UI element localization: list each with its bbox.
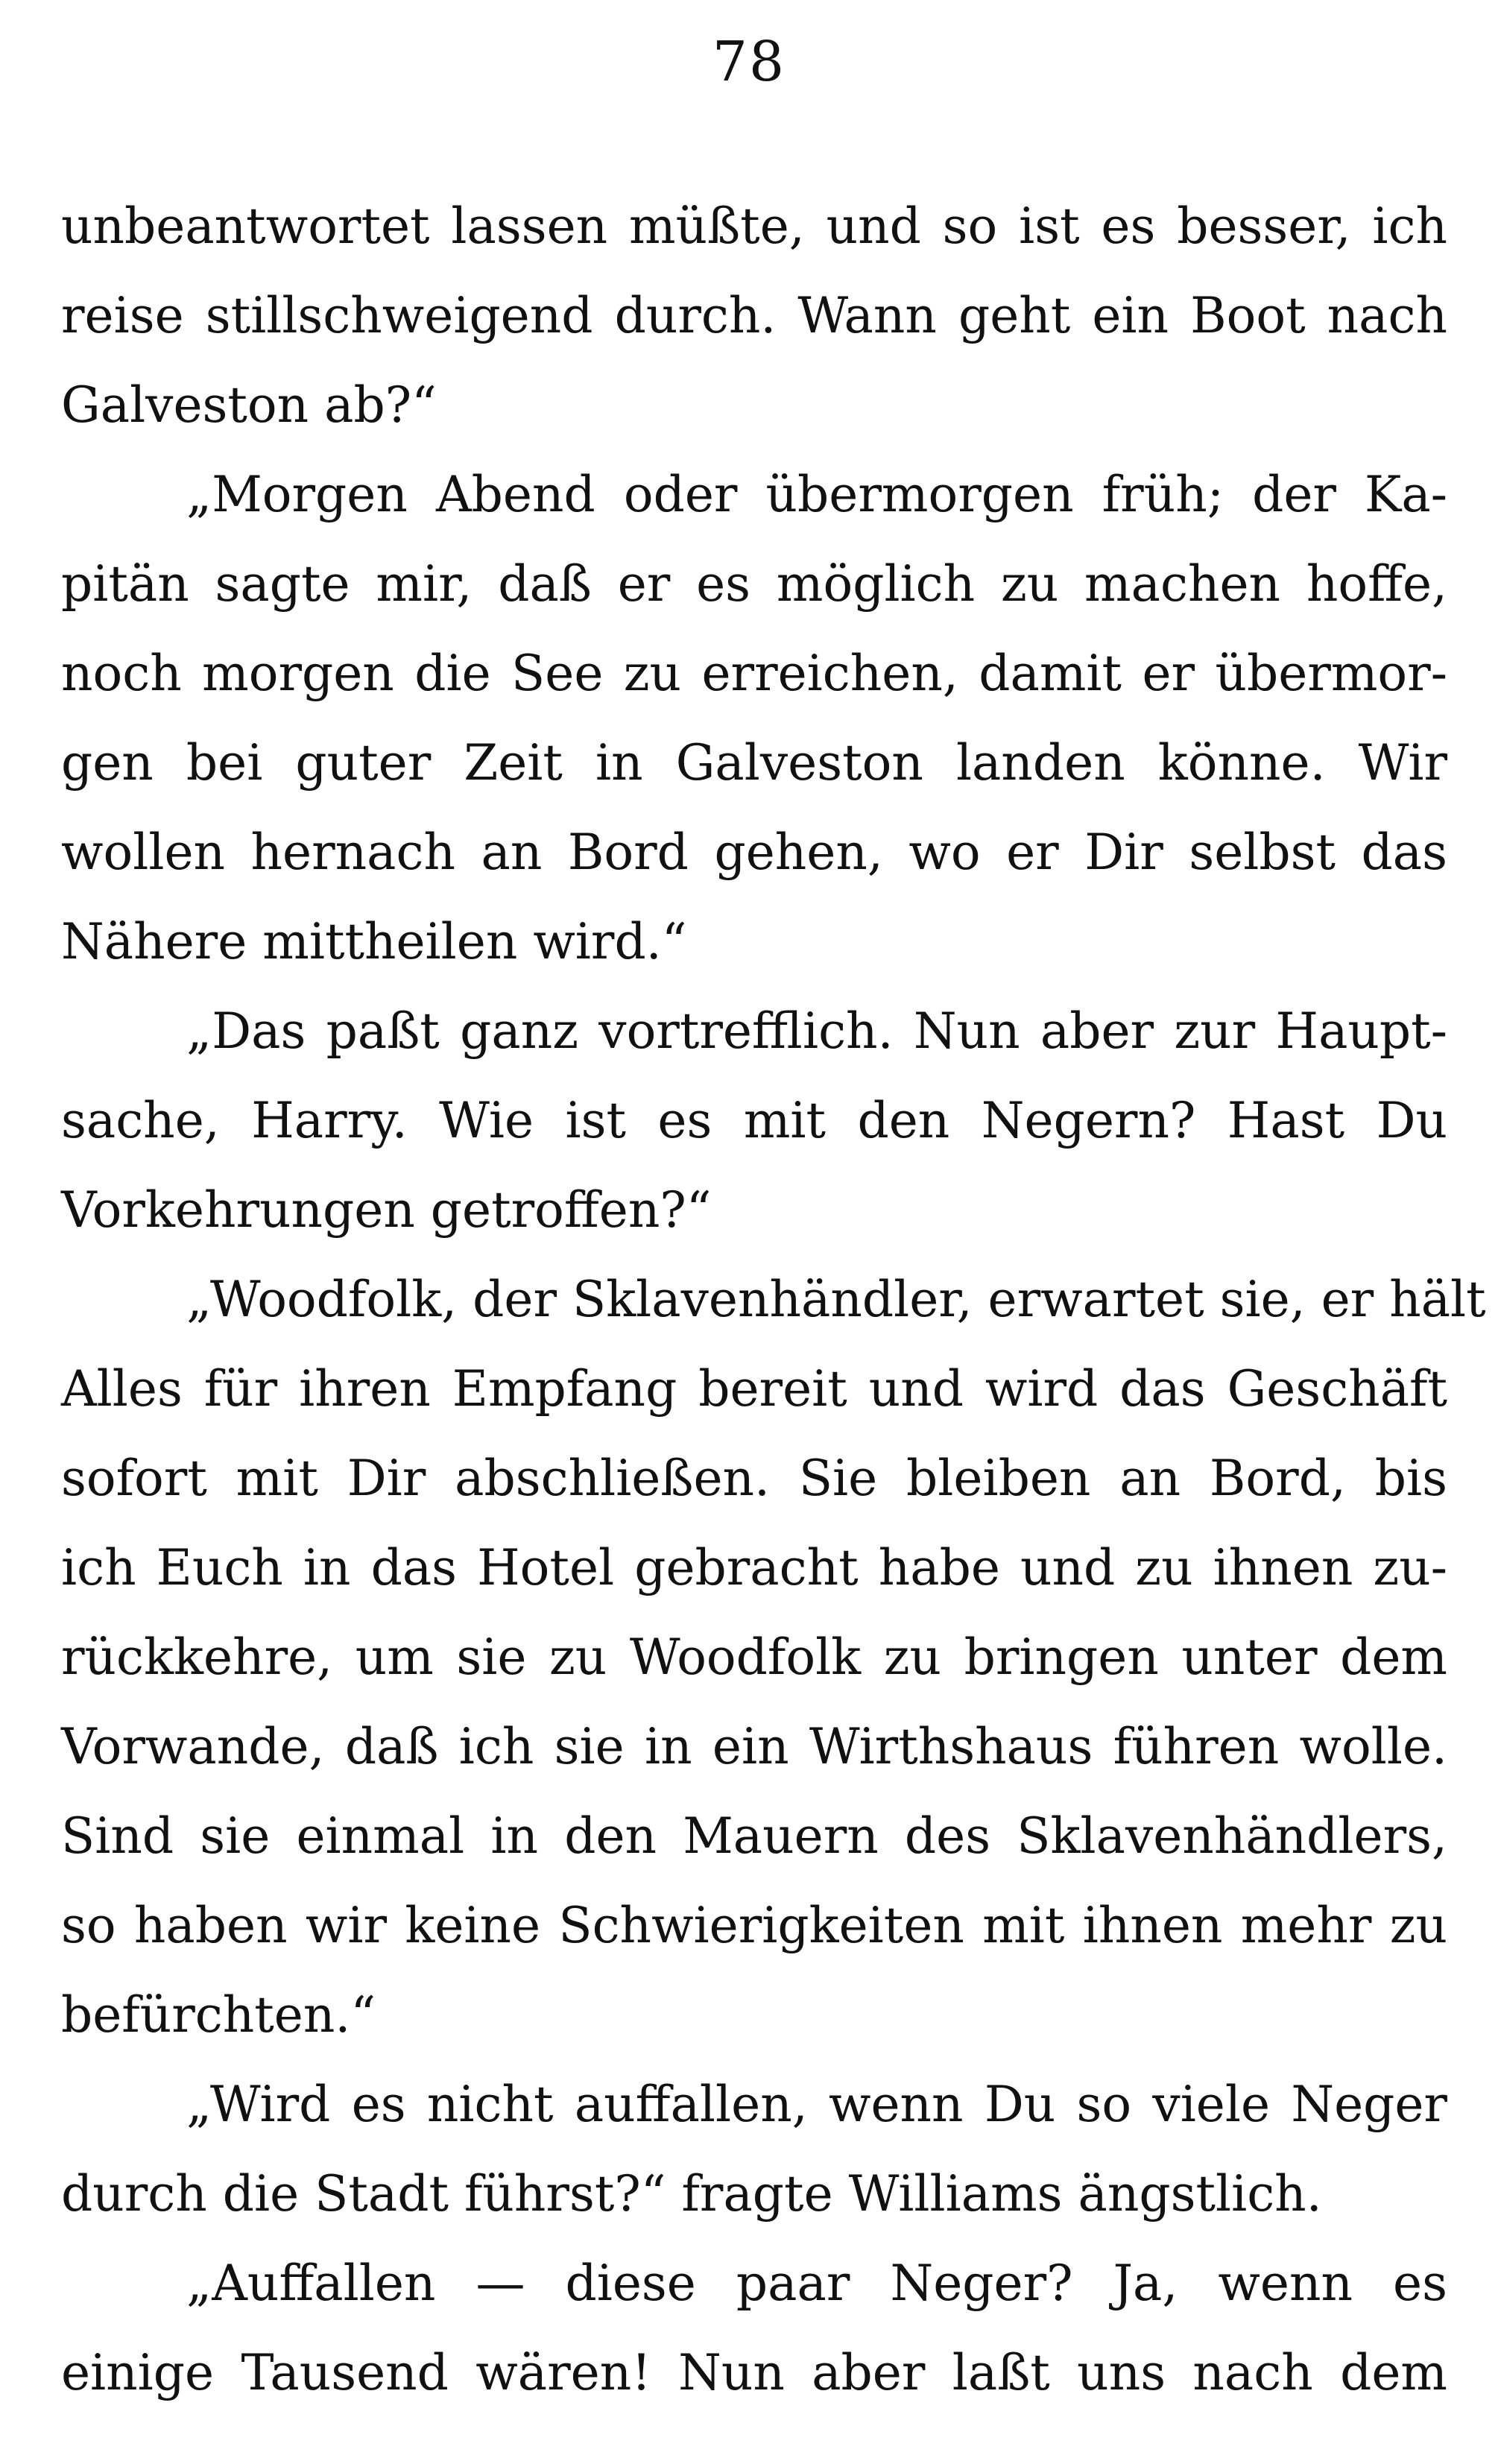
text-line: „Das paßt ganz vortrefflich. Nun aber zur Haupt- [186, 1002, 1447, 1060]
text-line: „Wird es nicht auffallen, wenn Du so viele Neger [186, 2076, 1447, 2133]
text-line: Vorkehrungen getroffen?“ [61, 1181, 712, 1239]
text-line: noch morgen die See zu erreichen, damit er übermor- [61, 645, 1447, 702]
text-line: einige Tausend wären! Nun aber laßt uns nach dem [61, 2344, 1447, 2401]
text-line: wollen hernach an Bord gehen, wo er Dir selbst das [61, 824, 1447, 881]
text-line: sache, Harry. Wie ist es mit den Negern? Hast Du [61, 1092, 1447, 1149]
text-line: Alles für ihren Empfang bereit und wird das Geschäft [61, 1360, 1447, 1418]
text-line: „Morgen Abend oder übermorgen früh; der Ka- [186, 466, 1447, 523]
text-line: Sind sie einmal in den Mauern des Sklavenhändlers, [61, 1807, 1447, 1865]
text-line: Vorwande, daß ich sie in ein Wirthshaus führen wolle. [61, 1718, 1447, 1775]
text-line: gen bei guter Zeit in Galveston landen könne. Wir [61, 734, 1447, 792]
text-line: unbeantwortet lassen müßte, und so ist es besser, ich [61, 198, 1447, 255]
text-line: durch die Stadt führst?“ fragte Williams ängstlich. [61, 2165, 1322, 2223]
page-number: 78 [712, 30, 786, 94]
text-line: sofort mit Dir abschließen. Sie bleiben an Bord, bis [61, 1450, 1447, 1507]
text-line: ich Euch in das Hotel gebracht habe und zu ihnen zu- [61, 1539, 1447, 1596]
text-line: rückkehre, um sie zu Woodfolk zu bringen unter dem [61, 1629, 1447, 1686]
text-line: so haben wir keine Schwierigkeiten mit ihnen mehr zu [61, 1897, 1447, 1954]
text-line: befürchten.“ [61, 1986, 376, 2044]
text-line: „Auffallen — diese paar Neger? Ja, wenn es [186, 2255, 1447, 2312]
text-line: pitän sagte mir, daß er es möglich zu machen hoffe, [61, 555, 1447, 613]
text-line: Nähere mittheilen wird.“ [61, 913, 687, 970]
text-line: „Woodfolk, der Sklavenhändler, erwartet sie, er hält [186, 1271, 1486, 1328]
text-line: Galveston ab?“ [61, 376, 437, 434]
text-line: reise stillschweigend durch. Wann geht ein Boot nach [61, 287, 1447, 344]
